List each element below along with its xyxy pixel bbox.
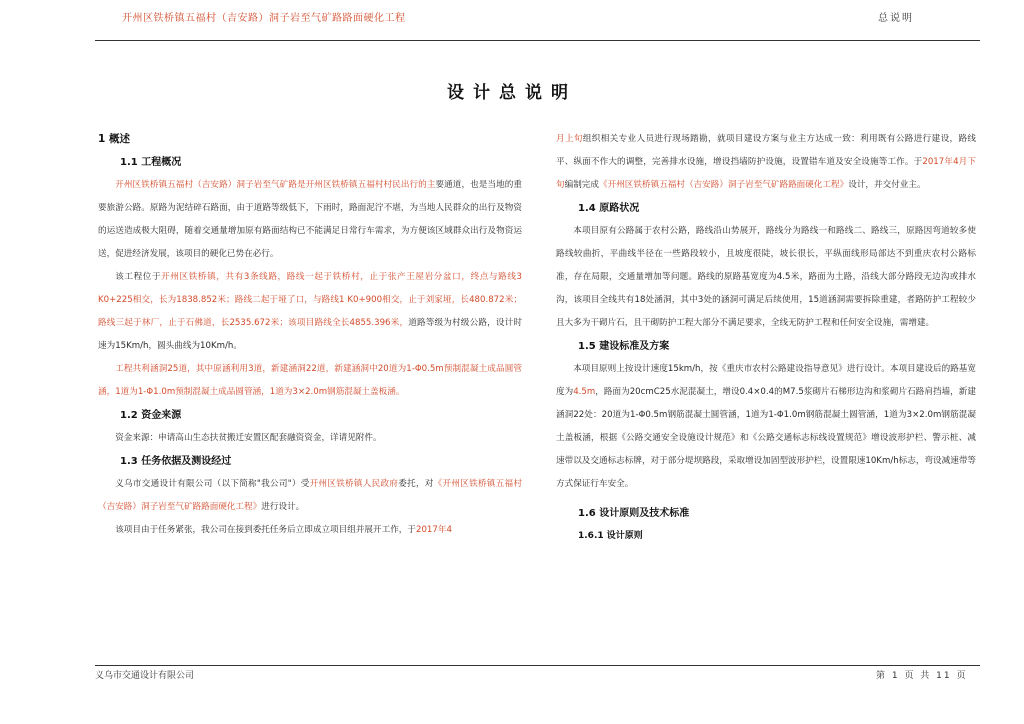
standards-lead: 本项目原则上按设计速度15km/h，按《重庆市农村公路建设指导意见》进行设计。本项目建设后的路基宽度为	[556, 364, 976, 397]
heading-design-principles: 1.6 设计原则及技术标准	[578, 508, 690, 519]
paragraph-standards	[556, 358, 976, 496]
paragraph-location	[98, 266, 522, 358]
commission-lead: 义乌市交通设计有限公司（以下简称"我公司"）受	[115, 479, 310, 489]
paragraph-schedule	[98, 519, 522, 542]
page-title: 设计总说明	[447, 83, 577, 103]
heading-task: 1.3 任务依据及测设经过	[120, 456, 232, 467]
paragraph-survey	[556, 128, 976, 197]
intro-highlight: 开州区铁桥镇五福村（吉安路）洞子岩至气矿路是开州区铁桥镇五福村村民出行的主	[115, 180, 436, 190]
location-lead: 该工程位于	[115, 272, 162, 282]
header-divider	[95, 40, 980, 41]
paragraph-intro	[98, 174, 522, 266]
paragraph-road-status: 本项目原有公路属于农村公路，路线沿山势展开，路线分为路线一和路线二、路线三，原路因弯道较多使路线较曲折，平曲线半径在一些路段较小，且坡度很陡，坡长很长，平纵面线形局部达不到重庆农村公路标准，存在局限，交通量增加等问题。路线的原路基宽度为4.5米，路面为土路，沿线大部分路段无边沟或排水沟，该项目全线共有18处涵洞，其中3处的涵洞可满足后续使用，15道涵洞需要拆除重建，者路防护工程较少且大多为干砌片石，且干砌防护工程大部分不满足要求，全线无防护工程和任何安全设施，需增建。	[556, 226, 976, 328]
footer-page-number: 第 1 页 共 11 页	[876, 671, 968, 681]
location-tail: 道路等级为村级公路，设计时速为15Km/h，圆头曲线为10Km/h。	[98, 318, 522, 351]
header-section-title: 总说明	[878, 13, 914, 24]
commission-mid: 委托，对	[398, 479, 434, 489]
survey-text: 组织相关专业人员进行现场踏勘，就项目建设方案与业主方达成一致：利用既有公路进行建设，路线平、纵面不作大的调整，完善排水设施，增设挡墙防护设施，设置错车道及安全设施等工作。于	[556, 134, 976, 167]
paragraph-culverts: 工程共利涵洞25道，其中原涵利用3道，新建涵洞22道，新建涵洞中20道为1-Φ0.5m预制混凝土成品圆管涵，1道为1-Φ1.0m预制混凝土成品圆管涵，1道为3×2.0m钢筋混凝土盖板涵。	[98, 364, 522, 397]
paragraph-funds: 资金来源：申请高山生态扶贫搬迁安置区配套融资资金，详请见附件。	[115, 433, 382, 443]
intro-text: 要通道，也是当地的重要旅游公路。原路为泥结碎石路面，由于道路等级低下，下雨时，路面泥泞不堪，为当地人民群众的出行及物资的运送造成极大阻碍，随着交通量增加原有路面结构已不能满足日常行车需求，为方便该区域群众出行及物资运送，促进经济发展，该项目的硬化已势在必行。	[98, 180, 522, 259]
commission-tail: 进行设计。	[261, 502, 305, 512]
commission-project: 《开州区铁桥镇五福村（吉安路）洞子岩至气矿路路面硬化工程》	[98, 479, 522, 512]
commission-client: 开州区铁桥镇人民政府	[309, 479, 399, 489]
right-column	[556, 128, 976, 548]
location-highlight: 开州区铁桥镇，共有3条线路，路线一起于铁桥村，止于张产王屋岩分盆口，终点与路线3 K0+225相交，长为1838.852米；路线二起于垭了口，与路线1 K0+900相交，止于刘家垭，长480.872米；路线三起于林厂，止于石佛道，长2535.672米；该项目路线全长4855.396米，	[98, 272, 522, 328]
footer-divider	[95, 665, 980, 666]
heading-standards: 1.5 建设标准及方案	[578, 341, 670, 352]
heading-project-overview: 1.1 工程概况	[120, 157, 182, 168]
paragraph-commission	[98, 473, 522, 519]
heading-design-principles-sub: 1.6.1 设计原则	[578, 531, 643, 541]
header-project-title: 开州区铁桥镇五福村（吉安路）洞子岩至气矿路路面硬化工程	[122, 13, 406, 24]
schedule-text: 该项目由于任务紧张，我公司在接到委托任务后立即成立项目组并展开工作，于	[115, 525, 416, 535]
standards-width: 4.5m	[573, 387, 596, 397]
completion-date: 2017年4月下旬	[556, 157, 976, 190]
completion-tail: 设计，并交付业主。	[848, 180, 926, 190]
standards-text: ，路面为20cmC25水泥混凝土，增设0.4×0.4的M7.5浆砌片石梯形边沟和浆砌片石路肩挡墙，新建涵洞22处：20道为1-Φ0.5m钢筋混凝土圆管涵，1道为1-Φ1.0m钢筋混凝土圆管涵，1道为3×2.0m钢筋混凝土盖板涵，根据《公路交通安全设施设计规范》和《公路交通标志标线设置规范》增设波形护栏、警示桩、减速带以及交通标志标牌，对于部分堤坝路段，采取增设加固型波形护栏，设置限速10Km/h标志，弯设减速带等方式保证行车安全。	[556, 387, 977, 489]
schedule-date: 2017年4	[415, 525, 452, 535]
footer-company: 义乌市交通设计有限公司	[95, 671, 195, 681]
left-column	[98, 128, 522, 542]
heading-road-status: 1.4 原路状况	[578, 203, 640, 214]
completion-project: 《开州区铁桥镇五福村（吉安路）洞子岩至气矿路路面硬化工程》	[599, 180, 849, 190]
heading-funds: 1.2 资金来源	[120, 410, 182, 421]
heading-overview: 1 概述	[98, 133, 130, 145]
completion-text: 编制完成	[564, 180, 599, 190]
survey-date: 月上旬	[556, 134, 583, 144]
